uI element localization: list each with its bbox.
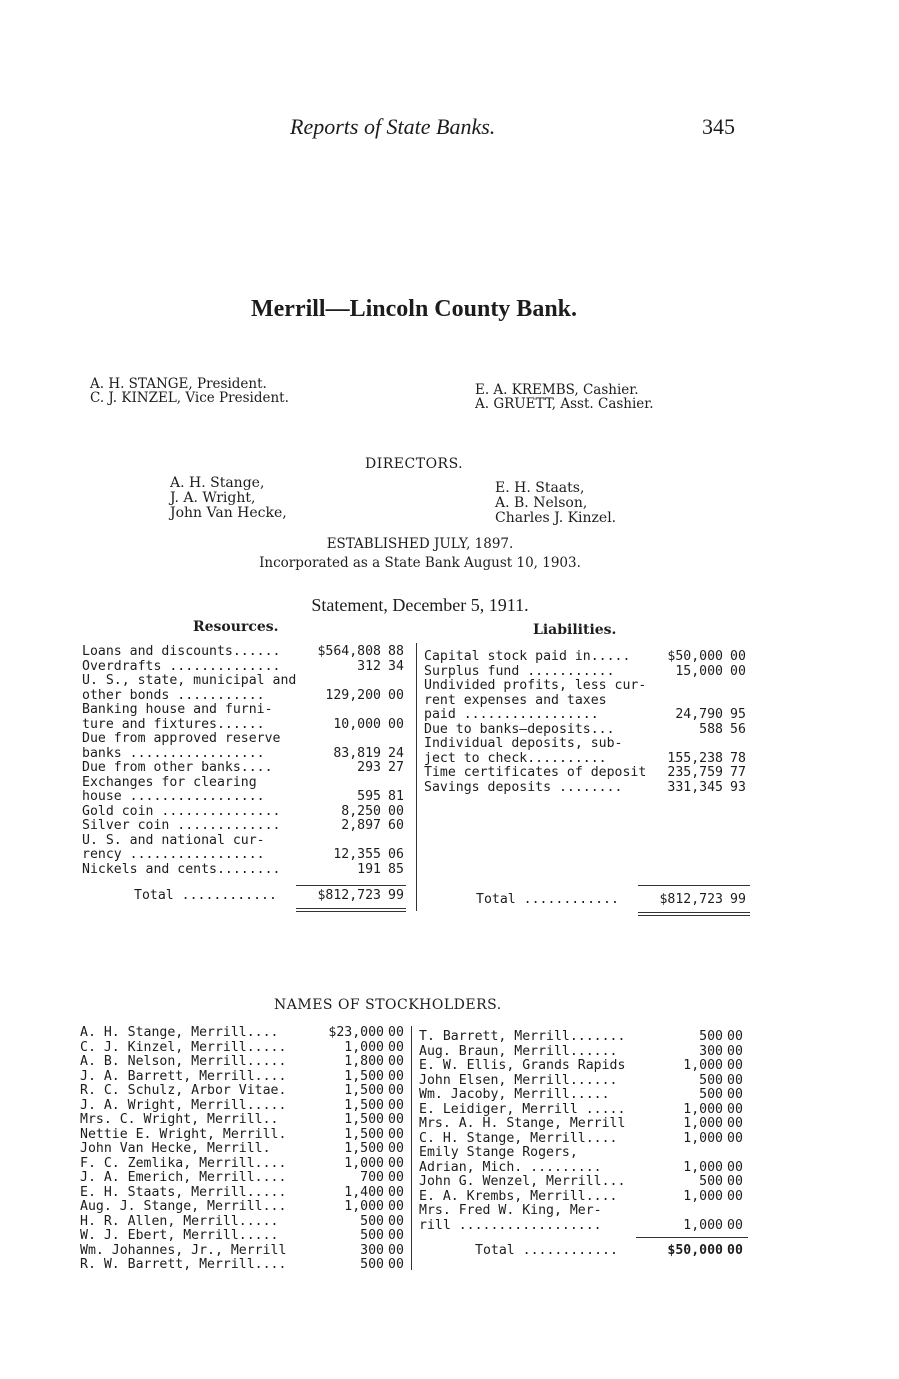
row-dollars: 24,790: [675, 707, 723, 722]
officers-left: [90, 377, 289, 405]
double-rule: [296, 908, 406, 909]
resources-heading: Resources.: [193, 619, 279, 635]
table-row: [80, 1186, 410, 1201]
directors-right: [495, 481, 616, 526]
table-row: [80, 1128, 410, 1143]
table-row: [419, 1117, 749, 1132]
row-label: Adrian, Mich. .........: [419, 1159, 602, 1175]
established-line: ESTABLISHED JULY, 1897.: [326, 536, 514, 552]
row-label: Capital stock paid in.....: [424, 649, 631, 664]
running-title: Reports of State Banks.: [290, 114, 496, 139]
row-dollars: 8,250: [341, 803, 381, 819]
table-row: [424, 723, 750, 738]
row-label: E. A. Krembs, Merrill....: [419, 1188, 618, 1204]
row-label: Banking house and furni-: [82, 702, 273, 717]
row-dollars: 500: [699, 1087, 723, 1102]
row-label: R. W. Barrett, Merrill....: [80, 1257, 287, 1272]
table-row: [419, 1074, 749, 1089]
table-row: [80, 1041, 410, 1056]
row-label: Emily Stange Rogers,: [419, 1145, 578, 1160]
row-label: Aug. Braun, Merrill......: [419, 1043, 618, 1059]
table-row: [419, 1132, 749, 1147]
total-cents: 00: [727, 1243, 743, 1258]
row-cents: 00: [388, 1170, 404, 1185]
row-cents: 00: [727, 1058, 743, 1073]
row-label: A. B. Nelson, Merrill.....: [80, 1054, 287, 1069]
table-row: [82, 834, 408, 849]
total-cents: 99: [730, 892, 746, 907]
table-row: [419, 1175, 749, 1190]
row-dollars: 1,000: [683, 1101, 723, 1117]
row-dollars: 312: [357, 658, 381, 674]
total-rule: [636, 1237, 748, 1238]
row-dollars: 500: [699, 1029, 723, 1044]
total-label: Total ............: [475, 1243, 618, 1258]
row-cents: 34: [388, 658, 404, 674]
row-dollars: 1,000: [344, 1199, 384, 1214]
row-dollars: 191: [357, 861, 381, 877]
table-row: [424, 665, 750, 680]
row-cents: 00: [388, 1199, 404, 1214]
row-label: E. W. Ellis, Grands Rapids: [419, 1058, 626, 1073]
row-cents: 60: [388, 818, 404, 833]
liabilities-table: [424, 650, 750, 795]
total-dollars: $812,723: [659, 892, 723, 907]
row-cents: 56: [730, 721, 746, 737]
table-row: [82, 718, 408, 733]
table-row: [80, 1070, 410, 1085]
table-row: [82, 863, 408, 878]
table-row: [419, 1088, 749, 1103]
row-dollars: 300: [699, 1043, 723, 1059]
resources-table: [82, 645, 408, 877]
row-dollars: 129,200: [325, 687, 381, 703]
row-label: J. A. Wright, Merrill.....: [80, 1097, 287, 1113]
row-dollars: 1,800: [344, 1054, 384, 1069]
director-name: A. B. Nelson,: [495, 495, 588, 511]
officer-vice-president: C. J. KINZEL, Vice President.: [90, 390, 289, 406]
table-row: [82, 776, 408, 791]
table-row: [80, 1084, 410, 1099]
row-cents: 00: [388, 1025, 404, 1040]
row-label: Overdrafts ..............: [82, 658, 281, 674]
row-label: Exchanges for clearing: [82, 774, 257, 790]
row-label: other bonds ...........: [82, 687, 265, 703]
row-dollars: 500: [360, 1257, 384, 1272]
row-label: paid .................: [424, 707, 599, 722]
row-dollars: 83,819: [333, 745, 381, 761]
table-row: [419, 1146, 749, 1161]
row-cents: 00: [388, 1039, 404, 1055]
row-dollars: 331,345: [667, 779, 723, 795]
row-label: rent expenses and taxes: [424, 692, 607, 708]
table-row: [424, 766, 750, 781]
row-label: H. R. Allen, Merrill.....: [80, 1213, 279, 1229]
table-row: [82, 790, 408, 805]
row-dollars: 588: [699, 721, 723, 737]
table-row: [419, 1103, 749, 1118]
table-row: [80, 1055, 410, 1070]
table-row: [82, 660, 408, 675]
row-label: Due from other banks....: [82, 760, 273, 775]
row-dollars: 1,500: [344, 1083, 384, 1098]
table-row: [424, 708, 750, 723]
officer-president: A. H. STANGE, President.: [90, 376, 267, 392]
directors-heading: DIRECTORS.: [365, 456, 464, 472]
row-label: Wm. Johannes, Jr., Merrill: [80, 1242, 287, 1258]
statement-title: Statement, December 5, 1911.: [311, 595, 529, 615]
row-dollars: 300: [360, 1242, 384, 1258]
table-row: [419, 1030, 749, 1045]
row-cents: 00: [730, 649, 746, 664]
row-cents: 00: [727, 1029, 743, 1044]
row-label: ject to check..........: [424, 750, 607, 766]
row-cents: 06: [388, 847, 404, 862]
liabilities-heading: Liabilities.: [533, 622, 617, 638]
table-row: [80, 1142, 410, 1157]
row-cents: 00: [388, 716, 404, 732]
row-cents: 88: [388, 644, 404, 659]
table-row: [419, 1059, 749, 1074]
row-cents: 00: [727, 1217, 743, 1233]
table-row: [80, 1244, 410, 1259]
row-dollars: 1,500: [344, 1112, 384, 1127]
row-label: A. H. Stange, Merrill....: [80, 1025, 279, 1040]
table-row: [80, 1113, 410, 1128]
row-cents: 00: [388, 1155, 404, 1171]
row-dollars: 235,759: [667, 765, 723, 780]
row-cents: 00: [388, 1184, 404, 1200]
row-dollars: 1,500: [344, 1141, 384, 1156]
director-name: John Van Hecke,: [170, 505, 287, 521]
total-label: Total ............: [476, 892, 619, 907]
row-dollars: $23,000: [328, 1025, 384, 1040]
row-label: R. C. Schulz, Arbor Vitae.: [80, 1083, 287, 1098]
table-row: [80, 1026, 410, 1041]
table-row: [424, 694, 750, 709]
row-cents: 00: [727, 1116, 743, 1131]
table-row: [80, 1157, 410, 1172]
row-cents: 00: [388, 1242, 404, 1258]
row-label: U. S., state, municipal and: [82, 673, 297, 688]
stockholders-heading: NAMES OF STOCKHOLDERS.: [274, 997, 502, 1013]
row-dollars: 1,500: [344, 1068, 384, 1084]
table-row: [80, 1229, 410, 1244]
row-cents: 00: [727, 1130, 743, 1146]
row-dollars: 500: [699, 1174, 723, 1189]
director-name: Charles J. Kinzel.: [495, 510, 617, 526]
table-row: [82, 703, 408, 718]
row-label: Time certificates of deposit: [424, 765, 647, 780]
row-dollars: 500: [699, 1072, 723, 1088]
double-rule: [638, 912, 750, 913]
row-cents: 77: [730, 765, 746, 780]
row-cents: 00: [727, 1043, 743, 1059]
total-dollars: $50,000: [667, 1243, 723, 1258]
row-label: W. J. Ebert, Merrill.....: [80, 1228, 279, 1243]
row-dollars: 155,238: [667, 750, 723, 766]
row-cents: 24: [388, 745, 404, 761]
row-cents: 00: [388, 1141, 404, 1156]
row-cents: 00: [388, 687, 404, 703]
row-label: T. Barrett, Merrill.......: [419, 1029, 626, 1044]
table-row: [424, 650, 750, 665]
row-label: Undivided profits, less cur-: [424, 678, 647, 693]
row-cents: 85: [388, 861, 404, 877]
incorporated-line: Incorporated as a State Bank August 10, 1903.: [259, 555, 581, 571]
row-cents: 00: [388, 1054, 404, 1069]
row-cents: 00: [388, 1257, 404, 1272]
row-label: J. A. Barrett, Merrill....: [80, 1068, 287, 1084]
row-dollars: 2,897: [341, 818, 381, 833]
liabilities-total-row: [424, 893, 750, 908]
table-row: [80, 1215, 410, 1230]
director-name: J. A. Wright,: [170, 490, 256, 506]
row-dollars: 1,500: [344, 1097, 384, 1113]
row-dollars: 1,000: [683, 1159, 723, 1175]
row-label: Individual deposits, sub-: [424, 736, 623, 751]
table-row: [419, 1204, 749, 1219]
table-row: [80, 1200, 410, 1215]
page-number: 345: [702, 114, 735, 139]
row-cents: 00: [388, 1228, 404, 1243]
row-cents: 00: [730, 663, 746, 679]
row-label: Due from approved reserve: [82, 731, 281, 746]
table-row: [82, 645, 408, 660]
table-row: [82, 819, 408, 834]
stockholders-right-table: [419, 1030, 749, 1233]
directors-left: [170, 476, 287, 521]
officers-right: [475, 383, 654, 411]
table-row: [80, 1258, 410, 1273]
row-label: Mrs. C. Wright, Merrill..: [80, 1112, 279, 1127]
double-rule: [296, 911, 406, 912]
table-row: [82, 689, 408, 704]
row-label: F. C. Zemlika, Merrill....: [80, 1155, 287, 1171]
table-row: [82, 805, 408, 820]
row-cents: 00: [727, 1072, 743, 1088]
stockholders-total-row: [419, 1244, 749, 1259]
table-row: [80, 1099, 410, 1114]
table-row: [419, 1190, 749, 1205]
row-dollars: 12,355: [333, 847, 381, 862]
row-label: Savings deposits ........: [424, 779, 623, 795]
row-dollars: 1,500: [344, 1126, 384, 1142]
row-dollars: $564,808: [317, 644, 381, 659]
row-label: Nettie E. Wright, Merrill.: [80, 1126, 287, 1142]
row-label: Mrs. A. H. Stange, Merrill: [419, 1116, 626, 1131]
row-label: U. S. and national cur-: [82, 832, 265, 848]
stockholders-left-table: [80, 1026, 410, 1273]
total-dollars: $812,723: [317, 888, 381, 903]
row-label: Surplus fund ...........: [424, 663, 615, 679]
double-rule: [638, 915, 750, 916]
row-label: C. H. Stange, Merrill....: [419, 1130, 618, 1146]
row-dollars: 1,000: [683, 1058, 723, 1073]
row-cents: 95: [730, 707, 746, 722]
row-cents: 93: [730, 779, 746, 795]
total-rule: [638, 885, 750, 886]
row-cents: 00: [727, 1101, 743, 1117]
row-label: John Van Hecke, Merrill.: [80, 1141, 271, 1156]
row-cents: 00: [388, 803, 404, 819]
row-label: John G. Wenzel, Merrill...: [419, 1174, 626, 1189]
row-cents: 00: [727, 1174, 743, 1189]
row-label: John Elsen, Merrill......: [419, 1072, 618, 1088]
row-cents: 00: [727, 1159, 743, 1175]
row-label: J. A. Emerich, Merrill....: [80, 1170, 287, 1185]
row-dollars: 500: [360, 1228, 384, 1243]
director-name: A. H. Stange,: [170, 475, 265, 491]
table-row: [419, 1161, 749, 1176]
row-label: Wm. Jacoby, Merrill.....: [419, 1087, 610, 1102]
officer-cashier: E. A. KREMBS, Cashier.: [475, 382, 639, 398]
row-label: house .................: [82, 789, 265, 804]
row-label: Gold coin ...............: [82, 803, 281, 819]
table-row: [424, 781, 750, 796]
bank-title: Merrill—Lincoln County Bank.: [250, 296, 578, 322]
row-label: rency .................: [82, 847, 265, 862]
row-dollars: 1,000: [344, 1039, 384, 1055]
table-row: [424, 737, 750, 752]
total-rule: [296, 885, 406, 886]
officer-asst-cashier: A. GRUETT, Asst. Cashier.: [475, 396, 654, 412]
row-cents: 81: [388, 789, 404, 804]
table-row: [82, 747, 408, 762]
row-cents: 00: [388, 1112, 404, 1127]
row-dollars: 1,000: [683, 1130, 723, 1146]
table-row: [82, 674, 408, 689]
row-label: ture and fixtures......: [82, 716, 265, 732]
resources-total-row: [82, 889, 408, 904]
row-label: E. H. Staats, Merrill.....: [80, 1184, 287, 1200]
row-dollars: 700: [360, 1170, 384, 1185]
row-label: Loans and discounts......: [82, 644, 281, 659]
row-dollars: 1,000: [344, 1155, 384, 1171]
row-label: Mrs. Fred W. King, Mer-: [419, 1203, 602, 1218]
row-dollars: 15,000: [675, 663, 723, 679]
table-row: [82, 761, 408, 776]
row-dollars: 1,000: [683, 1188, 723, 1204]
row-cents: 00: [388, 1213, 404, 1229]
row-label: Aug. J. Stange, Merrill...: [80, 1199, 287, 1214]
row-cents: 78: [730, 750, 746, 766]
row-cents: 00: [388, 1068, 404, 1084]
row-cents: 00: [388, 1083, 404, 1098]
row-dollars: 10,000: [333, 716, 381, 732]
row-cents: 00: [388, 1126, 404, 1142]
column-divider: [416, 643, 417, 911]
row-dollars: 1,000: [683, 1116, 723, 1131]
row-cents: 00: [727, 1087, 743, 1102]
row-dollars: $50,000: [667, 649, 723, 664]
director-name: E. H. Staats,: [495, 480, 585, 496]
row-dollars: 1,400: [344, 1184, 384, 1200]
table-row: [419, 1045, 749, 1060]
table-row: [424, 679, 750, 694]
row-label: Due to banks—deposits...: [424, 721, 615, 737]
table-row: [419, 1219, 749, 1234]
row-dollars: 595: [357, 789, 381, 804]
row-dollars: 1,000: [683, 1217, 723, 1233]
table-row: [424, 752, 750, 767]
row-cents: 27: [388, 760, 404, 775]
row-dollars: 500: [360, 1213, 384, 1229]
row-label: banks .................: [82, 745, 265, 761]
row-cents: 00: [388, 1097, 404, 1113]
column-divider: [411, 1026, 412, 1270]
row-label: Nickels and cents........: [82, 861, 281, 877]
table-row: [82, 732, 408, 747]
total-cents: 99: [388, 888, 404, 903]
table-row: [80, 1171, 410, 1186]
row-cents: 00: [727, 1188, 743, 1204]
row-label: E. Leidiger, Merrill .....: [419, 1101, 626, 1117]
row-label: rill ..................: [419, 1217, 602, 1233]
table-row: [82, 848, 408, 863]
row-dollars: 293: [357, 760, 381, 775]
row-label: C. J. Kinzel, Merrill.....: [80, 1039, 287, 1055]
row-label: Silver coin .............: [82, 818, 281, 833]
total-label: Total ............: [134, 888, 277, 903]
